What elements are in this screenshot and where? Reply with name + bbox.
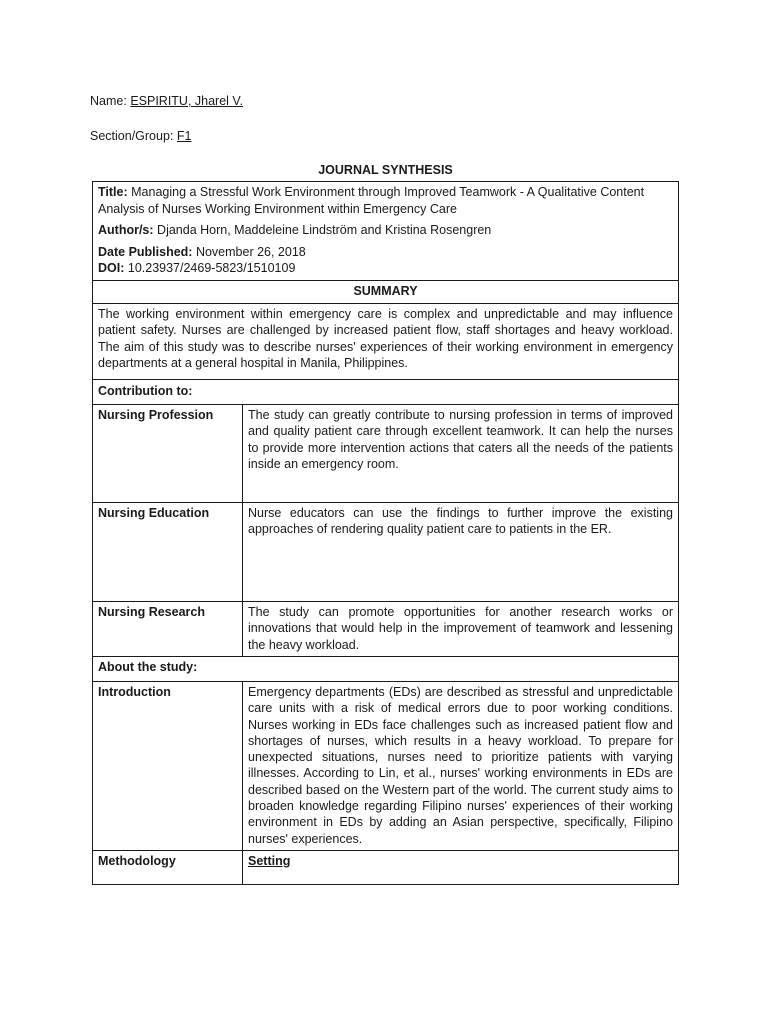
contribution-row-education [93, 502, 679, 601]
date-line [98, 244, 673, 261]
doi-line [98, 260, 673, 277]
summary-heading: SUMMARY [93, 280, 679, 303]
section-value: F1 [176, 129, 192, 143]
methodology-cell [243, 850, 679, 884]
contribution-row-profession [93, 404, 679, 502]
name-line [90, 94, 243, 108]
summary-row [93, 303, 679, 379]
contribution-row-research [93, 601, 679, 657]
doi-label: DOI: [98, 261, 125, 276]
title-label: Title: [98, 185, 128, 199]
title-line [98, 184, 673, 217]
doi-value: 10.23937/2469-5823/1510109 [127, 261, 296, 276]
contribution-text: The study can greatly contribute to nursing profession in terms of improved and quality patient care through excellent teamwork. It can help the nurses to provide more intervention actions that caters all the needs of the patients inside an emergency room. [243, 404, 679, 502]
about-heading-row [93, 657, 679, 682]
about-heading: About the study: [93, 657, 679, 682]
introduction-text: Emergency departments (EDs) are described as stressful and unpredictable care units with a risk of medical errors due to poor working conditions. Nurses working in EDs face challenges such as increased patient flow and shortages of nurses, which results in a heavy workload. To prepare for unexpected situations, nurses need to prioritize patients with varying illnesses. According to Lin, et al., nurses' working environments in EDs are described based on the Western part of the world. The current study aims to broaden knowledge regarding Filipino nurses' experiences of their working environment in EDs by adding an Asian perspective, specifically, Filipino nurses' experiences. [243, 681, 679, 850]
methodology-setting-heading: Setting [248, 853, 291, 868]
contribution-heading: Contribution to: [93, 379, 679, 404]
contribution-label: Nursing Profession [93, 404, 243, 502]
synthesis-table [92, 181, 679, 885]
title-value: Managing a Stressful Work Environment through Improved Teamwork - A Qualitative Content Analysis of Nurses Working Environment within Emergency Care [98, 185, 645, 216]
section-line [90, 129, 191, 143]
contribution-text: The study can promote opportunities for another research works or innovations that would help in the improvement of teamwork and lessening the heavy workload. [243, 601, 679, 657]
introduction-row [93, 681, 679, 850]
authors-value: Djanda Horn, Maddeleine Lindström and Kristina Rosengren [157, 223, 492, 238]
summary-text: The working environment within emergency care is complex and unpredictable and may influence patient safety. Nurses are challenged by increased patient flow, staff shortages and heavy workload. The aim of this study was to describe nurses' experiences of their working environment in emergency departments at a general hospital in Manila, Philippines. [93, 303, 679, 379]
methodology-label: Methodology [93, 850, 243, 884]
introduction-label: Introduction [93, 681, 243, 850]
contribution-text: Nurse educators can use the findings to further improve the existing approaches of rendering quality patient care to patients in the ER. [243, 502, 679, 601]
contribution-label: Nursing Education [93, 502, 243, 601]
section-label: Section/Group: [90, 129, 174, 143]
name-value: ESPIRITU, Jharel V. [130, 94, 244, 108]
contribution-heading-row [93, 379, 679, 404]
name-label: Name: [90, 94, 127, 108]
date-label: Date Published: [98, 244, 193, 259]
info-row [93, 182, 679, 281]
contribution-label: Nursing Research [93, 601, 243, 657]
date-value: November 26, 2018 [195, 244, 306, 259]
document-title: JOURNAL SYNTHESIS [318, 163, 453, 177]
info-cell [93, 182, 679, 281]
authors-line [98, 222, 673, 239]
summary-heading-row [93, 280, 679, 303]
methodology-row [93, 850, 679, 884]
authors-label: Author/s: [98, 223, 154, 238]
